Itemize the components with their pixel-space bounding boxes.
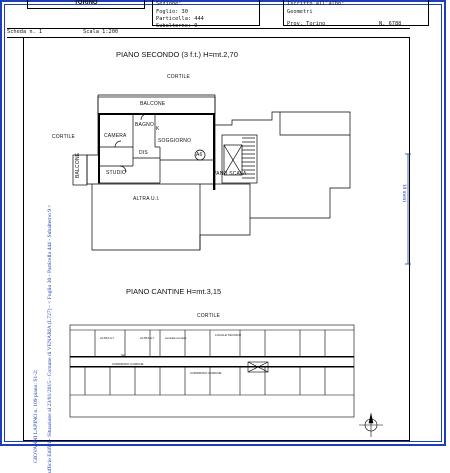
floor-lower-title: PIANO CANTINE H=mt.3,15: [126, 287, 222, 296]
label-balcone-left: BALCONE: [75, 152, 81, 178]
scale-bar-label: 10 metri: [401, 183, 408, 203]
lower-label-altra-ui-1: ALTRA U.I.: [100, 336, 115, 340]
compass-icon: [358, 412, 384, 438]
side-text-1: ufficio Edifici - Situazione al 23/01/2015 - Comune di VENARIA (L727) - < Foglio 30 - Particella 444 - Subalterno 9 >: [47, 204, 53, 473]
header-particella: Particella: 444: [156, 16, 204, 22]
lower-label-locale-tecnico: LOCALE TECNICO: [215, 333, 242, 337]
lower-label-cortile: CORTILE: [197, 313, 220, 319]
label-soggiorno: SOGGIORNO: [158, 138, 192, 144]
label-studio: STUDIO: [106, 170, 127, 176]
header-prov: Prov. Torino: [287, 21, 326, 27]
lower-label-altra-ui-2: ALTRA U.I.: [140, 336, 155, 340]
header-numero: N. 6788: [379, 21, 402, 27]
label-camera: CAMERA: [104, 133, 127, 139]
header-foglio: Foglio: 30: [156, 9, 188, 15]
floor-upper-title: PIANO SECONDO (3 f.t.) H=mt.2,70: [116, 50, 238, 59]
side-text-2: GIOVANNI LAPINO n. 109 piano: S1-2;: [33, 369, 39, 463]
scheda-label: Scheda n. 1: [7, 29, 43, 35]
header-sezione: Sezione:: [156, 1, 182, 7]
label-altra-ui: ALTRA U.I.: [133, 196, 160, 202]
header-iscritto: Iscritto all'albo:: [287, 1, 345, 7]
lower-label-s2: S2: [121, 353, 125, 357]
label-k: K: [156, 126, 160, 132]
label-a6: A6: [196, 152, 203, 158]
lower-label-corridoio-1: CORRIDOIO COMUNE: [112, 362, 144, 366]
label-dis: DIS: [139, 150, 148, 156]
header-comune: TORINO: [27, 0, 145, 9]
label-cortile-top: CORTILE: [167, 74, 190, 80]
lower-label-centrale-termica: centrale termica: [165, 336, 187, 340]
label-bagno: BAGNO: [135, 122, 155, 128]
header-subalterno: Subalterno: 9: [156, 23, 198, 29]
scala-label: Scala 1:200: [83, 29, 119, 35]
header-albo: Geometri: [287, 9, 313, 15]
lower-label-corridoio-2: CORRIDOIO COMUNE: [190, 371, 222, 375]
label-vano-scala: VANO SCALA: [213, 171, 247, 177]
label-cortile-left: CORTILE: [52, 134, 75, 140]
label-balcone-top: BALCONE: [140, 101, 166, 107]
